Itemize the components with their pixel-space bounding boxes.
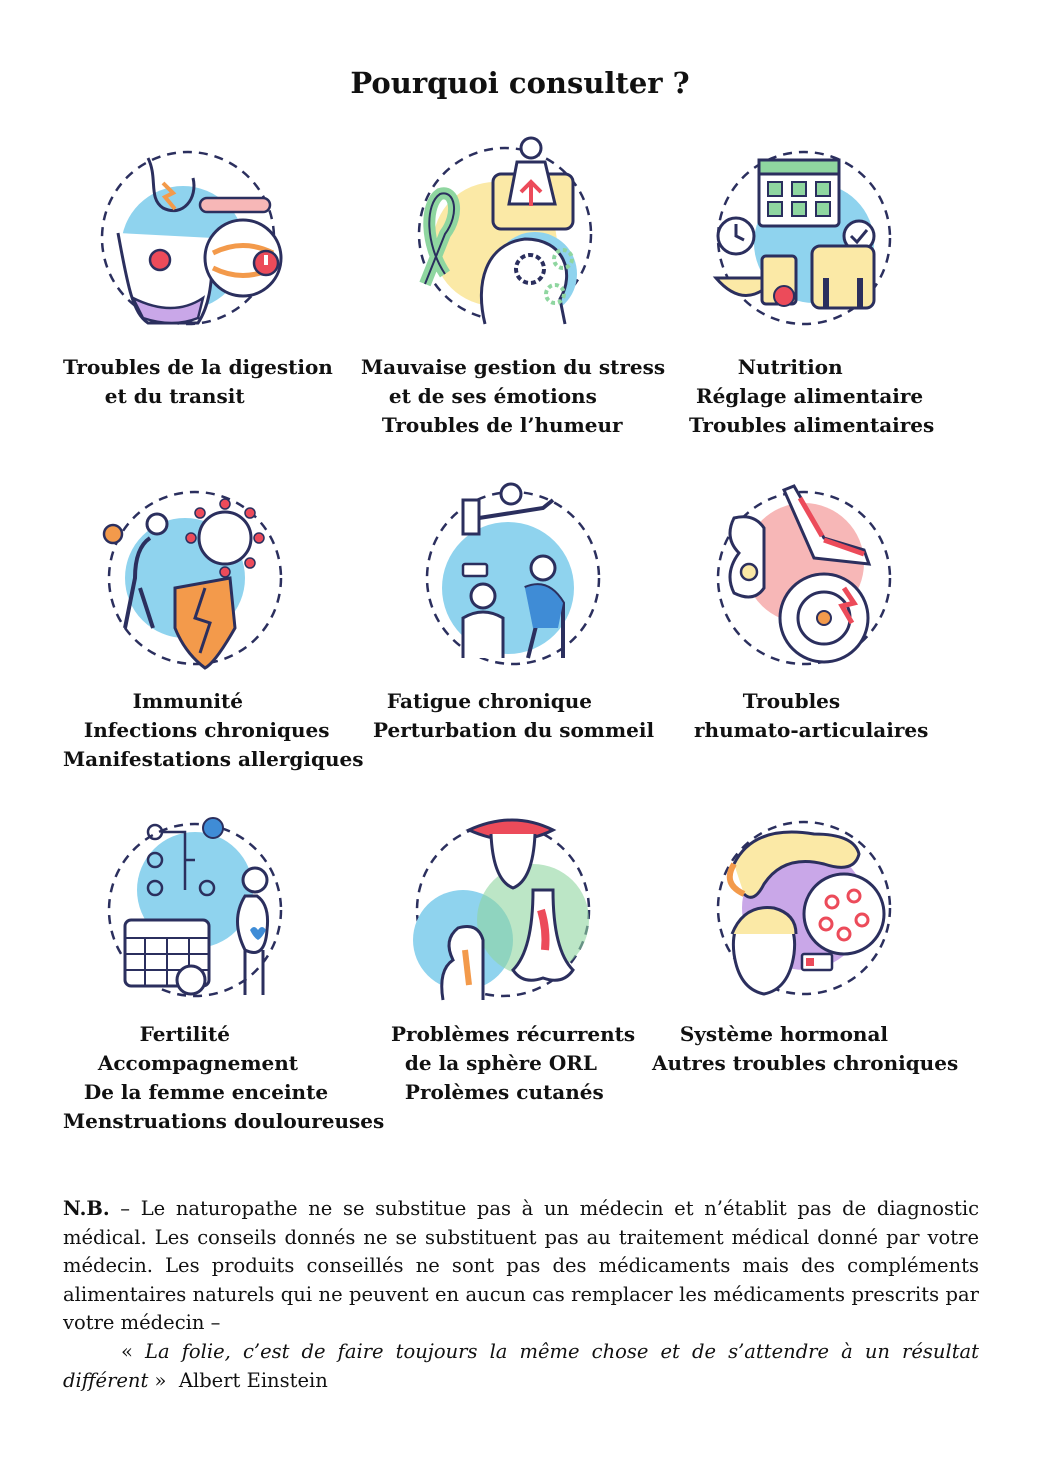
page-title: Pourquoi consulter ? (350, 66, 690, 100)
quote-text: La folie, c’est de faire toujours la même chose et de s’attendre à un résultat différent (63, 1340, 979, 1392)
caption-line: Système hormonal (652, 1022, 889, 1046)
caption-immunity (63, 687, 363, 774)
caption-line: Autres troubles chroniques (652, 1051, 959, 1075)
caption-line: et de ses émotions (361, 384, 597, 408)
caption-ent-skin (391, 1020, 635, 1107)
nutrition-icon (704, 138, 904, 338)
caption-line: Infections chroniques (63, 718, 330, 742)
immunity-icon (95, 478, 295, 678)
caption-line: Menstruations douloureuses (63, 1109, 385, 1133)
caption-digestion (63, 353, 333, 411)
caption-joints (694, 687, 928, 745)
caption-line: Troubles de l’humeur (361, 413, 623, 437)
joints-icon (704, 478, 904, 678)
caption-line: Immunité (63, 689, 243, 713)
ent-skin-icon (403, 810, 603, 1010)
caption-line: De la femme enceinte (63, 1080, 329, 1104)
caption-line: Fertilité (63, 1022, 230, 1046)
note-label: N.B. (63, 1197, 110, 1220)
fatigue-sleep-icon (413, 478, 613, 678)
fertility-icon (95, 810, 295, 1010)
note-text: – Le naturopathe ne se substitue pas à un médecin et n’établit pas de diagnostic médical. Les conseils donnés ne se substituent pas au traitement médical donné par votre médecin. Les produits conseillés ne sont pas des médicaments mais des compléments alimentaires naturels qui ne peuvent en aucun cas remplacer les médicaments prescrits par votre médecin – (63, 1197, 979, 1334)
caption-line: de la sphère ORL (391, 1051, 597, 1075)
caption-nutrition (689, 353, 934, 440)
caption-line: Troubles alimentaires (689, 413, 935, 437)
caption-line: Problèmes récurrents (391, 1022, 636, 1046)
caption-line: Manifestations allergiques (63, 747, 364, 771)
quote-open-mark: « (121, 1340, 146, 1363)
caption-line: Troubles de la digestion (63, 355, 333, 379)
caption-line: Accompagnement (63, 1051, 299, 1075)
caption-fertility (63, 1020, 384, 1136)
caption-line: Réglage alimentaire (689, 384, 924, 408)
caption-line: rhumato-articulaires (694, 718, 929, 742)
disclaimer-note (63, 1195, 979, 1338)
caption-stress (361, 353, 665, 440)
caption-line: et du transit (63, 384, 245, 408)
caption-line: Fatigue chronique (373, 689, 593, 713)
stress-emotions-icon (405, 134, 605, 334)
hormonal-icon (704, 804, 904, 1004)
caption-line: Prolèmes cutanés (391, 1080, 604, 1104)
digestion-icon (88, 138, 288, 338)
caption-line: Mauvaise gestion du stress (361, 355, 666, 379)
caption-hormonal (652, 1020, 958, 1078)
caption-line: Troubles (694, 689, 841, 713)
quote (63, 1337, 979, 1395)
quote-author: Albert Einstein (166, 1369, 328, 1392)
caption-line: Perturbation du sommeil (373, 718, 655, 742)
quote-close-mark: » (148, 1369, 167, 1392)
caption-fatigue (373, 687, 654, 745)
caption-line: Nutrition (689, 355, 843, 379)
